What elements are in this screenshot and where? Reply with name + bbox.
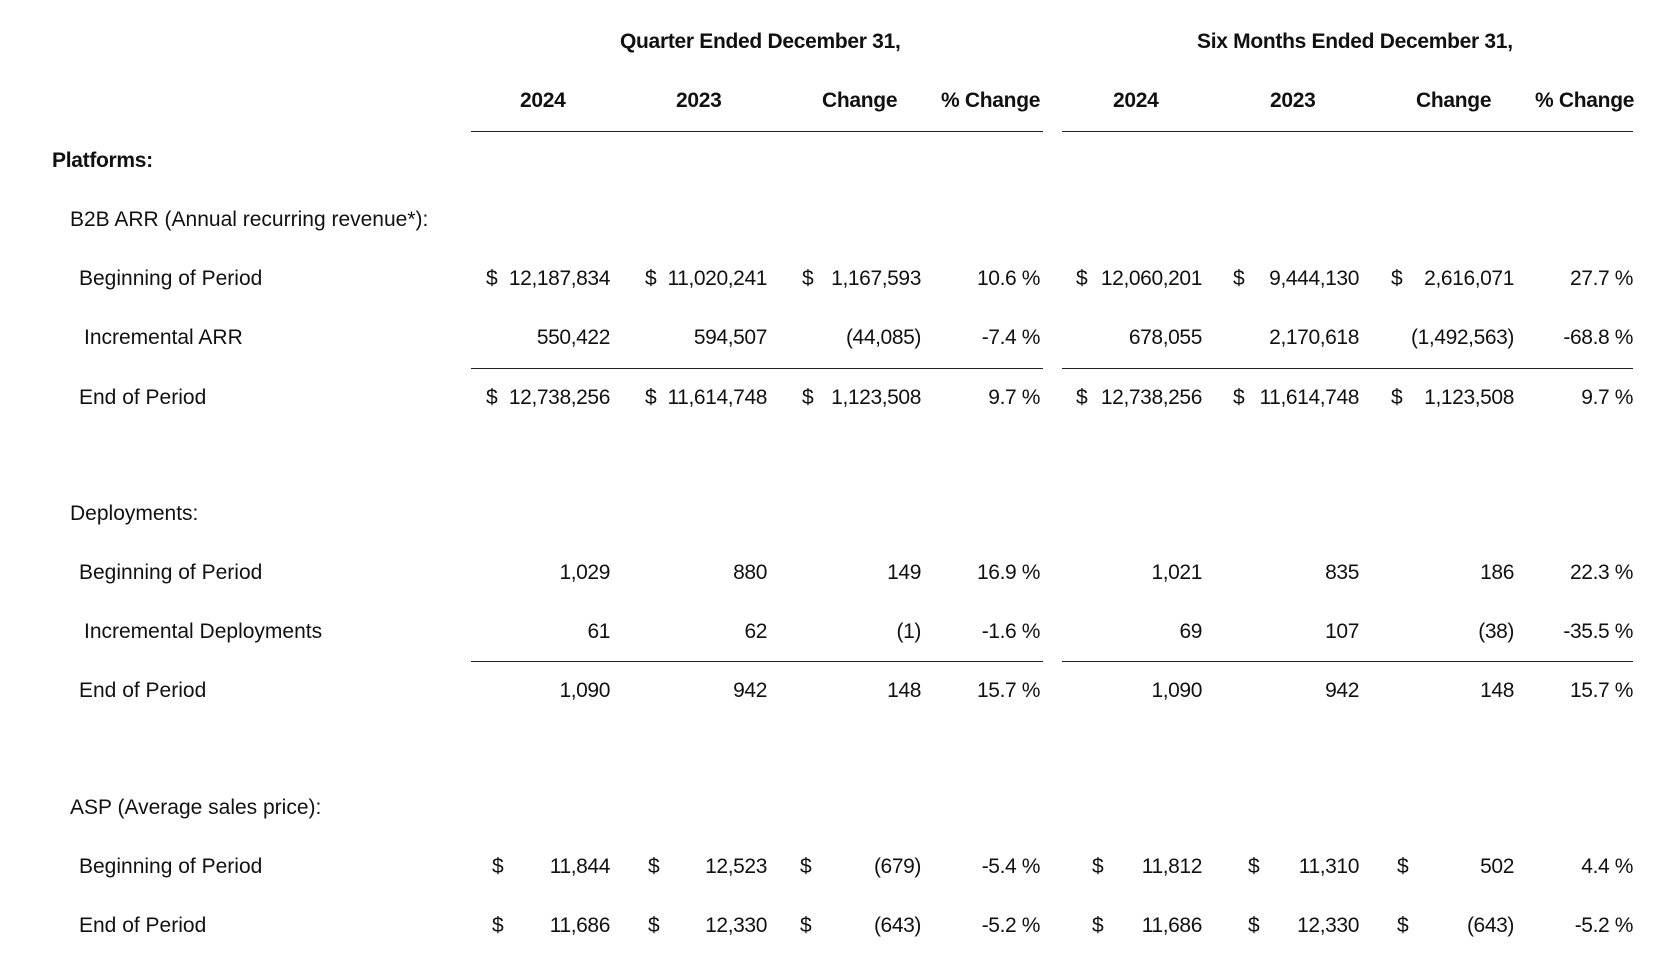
cell-arr-beginning-q-2024: 12,187,834 [508, 267, 610, 290]
row-label-dep-end: End of Period [79, 679, 207, 702]
header-rule-six-months [1062, 131, 1633, 132]
cell-dep-incremental-q-change: (1) [896, 620, 921, 643]
cell-arr-end-s-pct-change: 9.7 % [1581, 386, 1633, 409]
cell-dep-end-q-change: 148 [887, 679, 921, 702]
cell-dep-end-q-pct-change: 15.7 % [977, 679, 1040, 702]
dollar-sign-asp-end-s-change: $ [1397, 914, 1409, 937]
dollar-sign-arr-end-q-change: $ [802, 386, 814, 409]
cell-dep-beginning-s-change: 186 [1480, 561, 1514, 584]
cell-asp-end-s-2023: 12,330 [1297, 914, 1359, 937]
cell-dep-incremental-q-pct-change: -1.6 % [981, 620, 1040, 643]
platforms-heading: Platforms: [52, 149, 153, 172]
cell-arr-incremental-q-2024: 550,422 [536, 326, 610, 349]
cell-asp-beginning-q-2023: 12,523 [705, 855, 767, 878]
dollar-sign-arr-end-q-2024: $ [486, 386, 498, 409]
cell-dep-beginning-s-2023: 835 [1325, 561, 1359, 584]
cell-dep-beginning-q-2023: 880 [733, 561, 767, 584]
cell-dep-end-s-pct-change: 15.7 % [1570, 679, 1633, 702]
dollar-sign-asp-end-s-2023: $ [1248, 914, 1260, 937]
cell-arr-end-q-change: 1,123,508 [831, 386, 921, 409]
cell-dep-end-s-2023: 942 [1325, 679, 1359, 702]
cell-arr-incremental-s-change: (1,492,563) [1410, 326, 1514, 349]
cell-dep-end-q-2023: 942 [733, 679, 767, 702]
dollar-sign-asp-beginning-s-change: $ [1397, 855, 1409, 878]
col-header-q-pct-change: % Change [941, 89, 1041, 112]
cell-arr-beginning-s-2023: 9,444,130 [1269, 267, 1359, 290]
cell-arr-end-q-pct-change: 9.7 % [988, 386, 1040, 409]
dollar-sign-arr-beginning-s-change: $ [1391, 267, 1403, 290]
cell-arr-end-s-2024: 12,738,256 [1100, 386, 1202, 409]
cell-asp-beginning-s-2023: 11,310 [1298, 855, 1359, 878]
cell-arr-incremental-s-2023: 2,170,618 [1269, 326, 1359, 349]
row-label-arr-beginning: Beginning of Period [79, 267, 263, 290]
cell-arr-incremental-q-pct-change: -7.4 % [981, 326, 1040, 349]
subtotal-rule-arr-six-months [1062, 368, 1633, 369]
cell-dep-incremental-s-2024: 69 [1179, 620, 1202, 643]
dollar-sign-arr-end-s-change: $ [1391, 386, 1403, 409]
cell-asp-end-q-pct-change: -5.2 % [981, 914, 1040, 937]
cell-asp-beginning-q-change: (679) [873, 855, 921, 878]
cell-asp-end-s-2024: 11,686 [1141, 914, 1202, 937]
cell-arr-end-s-2023: 11,614,748 [1259, 386, 1359, 409]
row-label-arr-end: End of Period [79, 386, 207, 409]
cell-asp-beginning-s-pct-change: 4.4 % [1581, 855, 1633, 878]
cell-dep-beginning-s-pct-change: 22.3 % [1570, 561, 1633, 584]
cell-asp-beginning-s-change: 502 [1480, 855, 1514, 878]
cell-arr-beginning-q-change: 1,167,593 [831, 267, 921, 290]
cell-arr-beginning-s-pct-change: 27.7 % [1570, 267, 1633, 290]
dollar-sign-arr-end-q-2023: $ [645, 386, 657, 409]
cell-asp-end-q-change: (643) [873, 914, 921, 937]
dollar-sign-asp-end-q-2023: $ [648, 914, 660, 937]
cell-asp-beginning-q-pct-change: -5.4 % [981, 855, 1040, 878]
cell-dep-end-s-2024: 1,090 [1151, 679, 1202, 702]
cell-dep-beginning-q-pct-change: 16.9 % [977, 561, 1040, 584]
cell-arr-incremental-s-pct-change: -68.8 % [1563, 326, 1633, 349]
dollar-sign-asp-beginning-q-2024: $ [492, 855, 504, 878]
dollar-sign-arr-beginning-q-change: $ [802, 267, 814, 290]
group-header-six-months: Six Months Ended December 31, [1197, 30, 1513, 53]
dollar-sign-asp-beginning-q-2023: $ [648, 855, 660, 878]
subtotal-rule-deployments-quarter [471, 661, 1043, 662]
section-label-asp: ASP (Average sales price): [70, 796, 322, 819]
cell-arr-beginning-q-2023: 11,020,241 [667, 267, 767, 290]
dollar-sign-asp-beginning-q-change: $ [800, 855, 812, 878]
col-header-s-pct-change: % Change [1535, 89, 1635, 112]
cell-arr-incremental-q-2023: 594,507 [693, 326, 767, 349]
cell-dep-end-s-change: 148 [1480, 679, 1514, 702]
cell-dep-incremental-s-pct-change: -35.5 % [1563, 620, 1633, 643]
cell-dep-end-q-2024: 1,090 [559, 679, 610, 702]
col-header-q-2024: 2024 [520, 89, 566, 112]
row-label-arr-incremental: Incremental ARR [84, 326, 243, 349]
dollar-sign-arr-beginning-q-2024: $ [486, 267, 498, 290]
col-header-s-change: Change [1416, 89, 1492, 112]
header-rule-quarter [471, 131, 1043, 132]
cell-asp-end-q-2024: 11,686 [549, 914, 610, 937]
cell-dep-beginning-q-change: 149 [887, 561, 921, 584]
cell-arr-end-q-2023: 11,614,748 [667, 386, 767, 409]
cell-arr-beginning-q-pct-change: 10.6 % [977, 267, 1040, 290]
section-label-arr: B2B ARR (Annual recurring revenue*): [70, 208, 429, 231]
row-label-asp-end: End of Period [79, 914, 207, 937]
dollar-sign-asp-end-s-2024: $ [1092, 914, 1104, 937]
cell-dep-incremental-q-2024: 61 [587, 620, 610, 643]
dollar-sign-arr-end-s-2023: $ [1233, 386, 1245, 409]
col-header-s-2024: 2024 [1113, 89, 1159, 112]
dollar-sign-arr-beginning-q-2023: $ [645, 267, 657, 290]
cell-asp-end-q-2023: 12,330 [705, 914, 767, 937]
cell-dep-beginning-s-2024: 1,021 [1151, 561, 1202, 584]
col-header-s-2023: 2023 [1270, 89, 1316, 112]
cell-arr-incremental-q-change: (44,085) [845, 326, 921, 349]
col-header-q-2023: 2023 [676, 89, 722, 112]
subtotal-rule-arr-quarter [471, 368, 1043, 369]
cell-dep-beginning-q-2024: 1,029 [559, 561, 610, 584]
dollar-sign-asp-beginning-s-2024: $ [1092, 855, 1104, 878]
dollar-sign-arr-beginning-s-2024: $ [1076, 267, 1088, 290]
cell-arr-incremental-s-2024: 678,055 [1128, 326, 1202, 349]
cell-dep-incremental-q-2023: 62 [744, 620, 767, 643]
dollar-sign-asp-beginning-s-2023: $ [1248, 855, 1260, 878]
cell-asp-beginning-q-2024: 11,844 [549, 855, 610, 878]
dollar-sign-asp-end-q-2024: $ [492, 914, 504, 937]
dollar-sign-arr-end-s-2024: $ [1076, 386, 1088, 409]
row-label-dep-incremental: Incremental Deployments [84, 620, 323, 643]
dollar-sign-arr-beginning-s-2023: $ [1233, 267, 1245, 290]
dollar-sign-asp-end-q-change: $ [800, 914, 812, 937]
cell-dep-incremental-s-2023: 107 [1325, 620, 1359, 643]
cell-arr-beginning-s-2024: 12,060,201 [1100, 267, 1202, 290]
group-header-quarter: Quarter Ended December 31, [620, 30, 901, 53]
cell-asp-beginning-s-2024: 11,812 [1141, 855, 1202, 878]
row-label-asp-beginning: Beginning of Period [79, 855, 263, 878]
cell-arr-end-q-2024: 12,738,256 [508, 386, 610, 409]
section-label-deployments: Deployments: [70, 502, 199, 525]
cell-asp-end-s-change: (643) [1466, 914, 1514, 937]
col-header-q-change: Change [822, 89, 898, 112]
cell-arr-end-s-change: 1,123,508 [1424, 386, 1514, 409]
cell-asp-end-s-pct-change: -5.2 % [1574, 914, 1633, 937]
row-label-dep-beginning: Beginning of Period [79, 561, 263, 584]
cell-arr-beginning-s-change: 2,616,071 [1424, 267, 1514, 290]
subtotal-rule-deployments-six-months [1062, 661, 1633, 662]
cell-dep-incremental-s-change: (38) [1478, 620, 1514, 643]
